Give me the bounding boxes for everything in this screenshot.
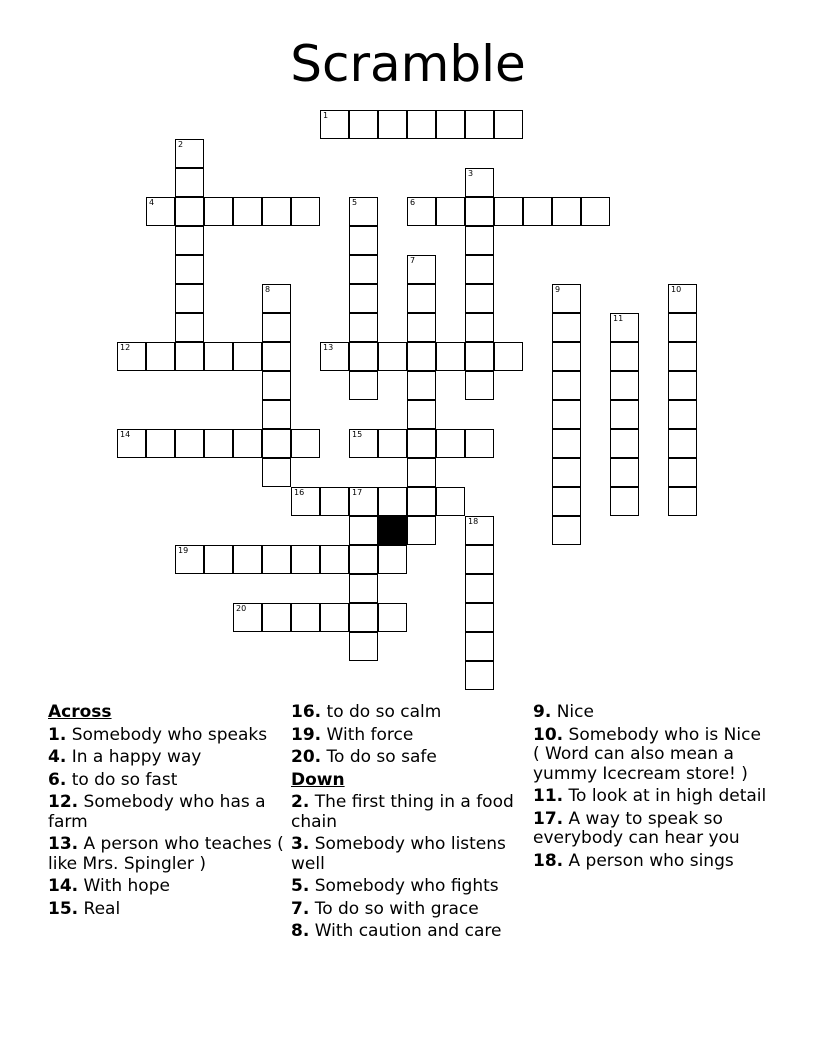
grid-cell[interactable] (465, 603, 494, 632)
grid-cell[interactable] (407, 342, 436, 371)
cell-number: 15 (352, 430, 363, 439)
grid-cell[interactable] (407, 371, 436, 400)
grid-cell[interactable] (407, 197, 436, 226)
grid-cell[interactable] (233, 342, 262, 371)
grid-cell[interactable] (291, 487, 320, 516)
clue-item (48, 748, 284, 768)
clue-text: The first thing in a food chain (291, 792, 514, 832)
grid-cell[interactable] (610, 371, 639, 400)
clue-number: 7. (291, 898, 310, 919)
grid-cell[interactable] (407, 284, 436, 313)
grid-cell[interactable] (465, 197, 494, 226)
grid-cell[interactable] (378, 603, 407, 632)
cell-number: 19 (178, 546, 189, 555)
grid-cell[interactable] (407, 313, 436, 342)
clue-number: 10. (533, 724, 564, 745)
grid-cell[interactable] (668, 487, 697, 516)
grid-cell[interactable] (436, 429, 465, 458)
grid-cell[interactable] (668, 284, 697, 313)
grid-cell[interactable] (117, 429, 146, 458)
black-square (378, 516, 407, 545)
clue-number: 4. (48, 747, 67, 767)
cell-number: 11 (613, 314, 624, 323)
grid-cell[interactable] (349, 603, 378, 632)
grid-cell[interactable] (523, 197, 552, 226)
grid-cell[interactable] (175, 342, 204, 371)
grid-cell[interactable] (349, 516, 378, 545)
grid-cell[interactable] (407, 400, 436, 429)
grid-cell[interactable] (378, 110, 407, 139)
grid-cell[interactable] (552, 429, 581, 458)
grid-cell[interactable] (552, 516, 581, 545)
grid-cell[interactable] (465, 371, 494, 400)
grid-cell[interactable] (349, 429, 378, 458)
grid-cell[interactable] (436, 110, 465, 139)
clue-number: 17. (533, 808, 564, 829)
grid-cell[interactable] (349, 110, 378, 139)
clue-column-3 (533, 703, 769, 874)
clue-number: 15. (48, 898, 79, 919)
grid-cell[interactable] (610, 429, 639, 458)
clue-number: 9. (533, 702, 552, 722)
clue-item (291, 703, 527, 723)
clue-item (291, 900, 527, 920)
grid-cell[interactable] (175, 168, 204, 197)
clue-text: Somebody who speaks (66, 724, 268, 745)
clue-number: 16. (291, 702, 322, 722)
clue-text: Real (78, 898, 121, 919)
grid-cell[interactable] (465, 342, 494, 371)
cell-number: 9 (555, 285, 561, 294)
grid-cell[interactable] (117, 342, 146, 371)
grid-cell[interactable] (175, 197, 204, 226)
grid-cell[interactable] (668, 342, 697, 371)
clue-number: 3. (291, 834, 310, 854)
grid-cell[interactable] (291, 197, 320, 226)
grid-cell[interactable] (146, 342, 175, 371)
grid-cell[interactable] (610, 313, 639, 342)
grid-cell[interactable] (494, 197, 523, 226)
clue-number: 2. (291, 792, 310, 812)
grid-cell[interactable] (175, 226, 204, 255)
grid-cell[interactable] (175, 429, 204, 458)
clue-item (291, 793, 527, 832)
grid-cell[interactable] (262, 284, 291, 313)
grid-cell[interactable] (407, 429, 436, 458)
grid-cell[interactable] (262, 545, 291, 574)
grid-cell[interactable] (378, 545, 407, 574)
grid-cell[interactable] (262, 400, 291, 429)
grid-cell[interactable] (349, 197, 378, 226)
cell-number: 6 (410, 198, 416, 207)
clue-item (48, 835, 284, 874)
clue-item (291, 877, 527, 897)
clue-text: A way to speak so everybody can hear you (533, 808, 740, 848)
grid-cell[interactable] (204, 545, 233, 574)
grid-cell[interactable] (378, 429, 407, 458)
grid-cell[interactable] (349, 545, 378, 574)
clue-text: Somebody who has a farm (48, 792, 266, 832)
grid-cell[interactable] (175, 284, 204, 313)
clue-text: To look at in high detail (563, 786, 767, 806)
cell-number: 14 (120, 430, 131, 439)
grid-cell[interactable] (262, 429, 291, 458)
grid-cell[interactable] (291, 545, 320, 574)
clue-text: Nice (551, 702, 594, 722)
grid-cell[interactable] (349, 313, 378, 342)
grid-cell[interactable] (204, 429, 233, 458)
grid-cell[interactable] (610, 400, 639, 429)
cell-number: 20 (236, 604, 247, 613)
clue-text: Somebody who is Nice ( Word can also mean a yummy Icecream store! ) (533, 724, 761, 784)
clue-item (291, 835, 527, 874)
cell-number: 2 (178, 140, 184, 149)
grid-cell[interactable] (349, 371, 378, 400)
grid-cell[interactable] (407, 110, 436, 139)
grid-cell[interactable] (465, 255, 494, 284)
grid-cell[interactable] (320, 603, 349, 632)
grid-cell[interactable] (610, 342, 639, 371)
clue-item (48, 726, 284, 746)
grid-cell[interactable] (378, 342, 407, 371)
grid-cell[interactable] (349, 255, 378, 284)
clue-number: 1. (48, 724, 67, 745)
clue-item (48, 900, 284, 920)
grid-cell[interactable] (291, 603, 320, 632)
grid-cell[interactable] (465, 110, 494, 139)
grid-cell[interactable] (668, 371, 697, 400)
grid-cell[interactable] (378, 487, 407, 516)
grid-cell[interactable] (465, 429, 494, 458)
grid-cell[interactable] (552, 487, 581, 516)
clue-item (291, 748, 527, 768)
grid-cell[interactable] (262, 371, 291, 400)
grid-cell[interactable] (465, 545, 494, 574)
grid-cell[interactable] (262, 458, 291, 487)
grid-cell[interactable] (262, 197, 291, 226)
clue-text: A person who sings (563, 850, 734, 871)
grid-cell[interactable] (465, 516, 494, 545)
cell-number: 17 (352, 488, 363, 497)
grid-cell[interactable] (233, 545, 262, 574)
grid-cell[interactable] (233, 429, 262, 458)
grid-cell[interactable] (668, 429, 697, 458)
clue-text: Somebody who fights (309, 876, 499, 896)
clue-text: With hope (78, 876, 170, 896)
clue-number: 8. (291, 921, 310, 941)
clue-number: 6. (48, 769, 67, 790)
clue-text: To do so safe (321, 747, 437, 767)
clue-text: With force (321, 724, 414, 745)
cell-number: 4 (149, 198, 155, 207)
cell-number: 10 (671, 285, 682, 294)
grid-cell[interactable] (262, 342, 291, 371)
grid-cell[interactable] (320, 110, 349, 139)
clue-number: 19. (291, 724, 322, 745)
grid-cell[interactable] (436, 197, 465, 226)
clue-item (533, 703, 769, 723)
grid-cell[interactable] (349, 487, 378, 516)
grid-cell[interactable] (233, 197, 262, 226)
cell-number: 3 (468, 169, 474, 178)
cell-number: 8 (265, 285, 271, 294)
cell-number: 16 (294, 488, 305, 497)
grid-cell[interactable] (494, 110, 523, 139)
clue-item (533, 726, 769, 785)
clue-text: To do so with grace (309, 898, 479, 919)
grid-cell[interactable] (465, 661, 494, 690)
grid-cell[interactable] (552, 342, 581, 371)
grid-cell[interactable] (610, 458, 639, 487)
grid-cell[interactable] (552, 400, 581, 429)
grid-cell[interactable] (146, 197, 175, 226)
clue-item (533, 810, 769, 849)
clue-text: In a happy way (66, 747, 202, 767)
grid-cell[interactable] (262, 313, 291, 342)
clue-text: With caution and care (309, 921, 502, 941)
grid-cell[interactable] (610, 487, 639, 516)
clue-item (48, 877, 284, 897)
grid-cell[interactable] (436, 487, 465, 516)
clue-number: 11. (533, 786, 564, 806)
grid-cell[interactable] (349, 226, 378, 255)
grid-cell[interactable] (668, 400, 697, 429)
clue-column-1 (48, 703, 284, 922)
grid-cell[interactable] (465, 284, 494, 313)
clue-item (291, 922, 527, 942)
grid-cell[interactable] (407, 255, 436, 284)
grid-cell[interactable] (349, 574, 378, 603)
clue-number: 5. (291, 876, 310, 896)
clue-number: 18. (533, 850, 564, 871)
cell-number: 12 (120, 343, 131, 352)
clue-item (533, 852, 769, 872)
section-heading: Across (48, 702, 112, 722)
grid-cell[interactable] (465, 313, 494, 342)
clue-text: Somebody who listens well (291, 834, 506, 874)
grid-cell[interactable] (436, 342, 465, 371)
clue-text: to do so calm (321, 702, 442, 722)
cell-number: 1 (323, 111, 329, 120)
grid-cell[interactable] (465, 632, 494, 661)
clue-column-2 (291, 703, 527, 945)
grid-cell[interactable] (552, 313, 581, 342)
clue-item (48, 793, 284, 832)
grid-cell[interactable] (552, 284, 581, 313)
grid-cell[interactable] (175, 545, 204, 574)
clue-number: 14. (48, 876, 79, 896)
grid-cell[interactable] (175, 313, 204, 342)
grid-cell[interactable] (349, 342, 378, 371)
grid-cell[interactable] (552, 371, 581, 400)
clue-number: 13. (48, 834, 79, 854)
grid-cell[interactable] (204, 197, 233, 226)
grid-cell[interactable] (465, 226, 494, 255)
clue-number: 20. (291, 747, 322, 767)
grid-cell[interactable] (465, 574, 494, 603)
grid-cell[interactable] (668, 313, 697, 342)
grid-cell[interactable] (320, 342, 349, 371)
cell-number: 18 (468, 517, 479, 526)
grid-cell[interactable] (552, 197, 581, 226)
grid-cell[interactable] (175, 255, 204, 284)
section-heading: Down (291, 769, 345, 790)
grid-cell[interactable] (552, 458, 581, 487)
grid-cell[interactable] (581, 197, 610, 226)
cell-number: 7 (410, 256, 416, 265)
clue-text: A person who teaches ( like Mrs. Spingler ) (48, 834, 284, 874)
clue-item (48, 771, 284, 791)
grid-cell[interactable] (175, 139, 204, 168)
page-title: Scramble (290, 35, 526, 93)
cell-number: 5 (352, 198, 358, 207)
grid-cell[interactable] (407, 487, 436, 516)
grid-cell[interactable] (262, 603, 291, 632)
cell-number: 13 (323, 343, 334, 352)
grid-cell[interactable] (320, 545, 349, 574)
grid-cell[interactable] (465, 168, 494, 197)
grid-cell[interactable] (668, 458, 697, 487)
grid-cell[interactable] (494, 342, 523, 371)
grid-cell[interactable] (291, 429, 320, 458)
clue-text: to do so fast (66, 769, 178, 790)
clue-item (291, 726, 527, 746)
grid-cell[interactable] (349, 284, 378, 313)
clue-item (533, 787, 769, 807)
grid-cell[interactable] (204, 342, 233, 371)
grid-cell[interactable] (407, 516, 436, 545)
grid-cell[interactable] (349, 632, 378, 661)
grid-cell[interactable] (320, 487, 349, 516)
grid-cell[interactable] (233, 603, 262, 632)
clue-number: 12. (48, 792, 79, 812)
grid-cell[interactable] (407, 458, 436, 487)
grid-cell[interactable] (146, 429, 175, 458)
